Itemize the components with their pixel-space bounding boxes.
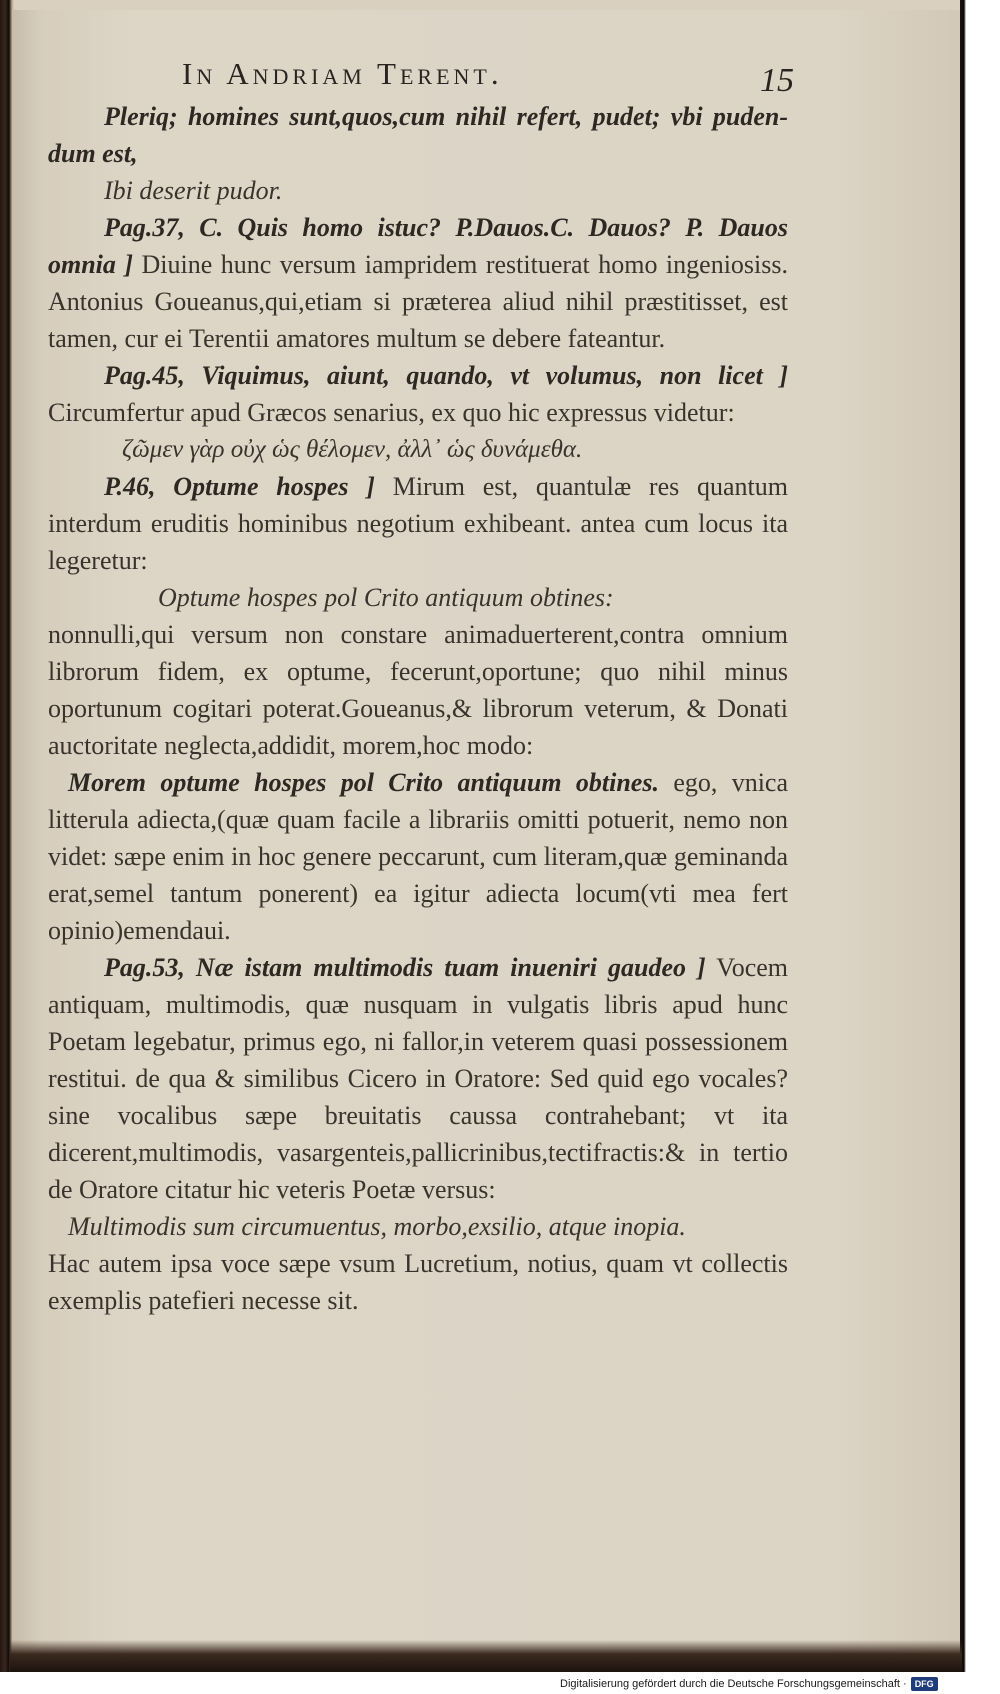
paragraph: nonnulli,qui versum non constare animaduerterent,contra omnium librorum fidem, ex optume, fecerunt,oportune; quo nihil minus oportunum cogitari poterat.Goueanus,& librorum veterum, & Donati auctoritate neglecta,addidit, morem,hoc modo:	[48, 620, 788, 760]
verse-quote: Morem optume hospes pol Crito antiquum obtines.	[68, 768, 659, 797]
commentary-text: Mirum est, quantulæ res quantum interdum eruditis hominibus negotium exhibeant. antea cum locus ita legeretur:	[48, 472, 788, 575]
paragraph	[48, 98, 788, 172]
verse-line: Optume hospes pol Crito antiquum obtines:	[158, 583, 614, 612]
verse-line: Multimodis sum circumuentus, morbo,exsilio, atque inopia.	[68, 1212, 686, 1241]
paragraph	[48, 209, 788, 357]
verse-line: Ibi deserit pudor.	[104, 176, 283, 205]
page-bottom-shadow	[10, 1640, 962, 1672]
lemma: Pleriq; homines sunt,quos,cum nihil refert, pudet; vbi puden-dum est,	[48, 102, 788, 168]
lemma: Pag.53, Næ istam multimodis tuam inueniri gaudeo ]	[104, 953, 706, 982]
book-edge	[960, 0, 1000, 1672]
paragraph: Hac autem ipsa voce sæpe vsum Lucretium, notius, quam vt collectis exemplis patefieri necesse sit.	[48, 1249, 788, 1315]
page-number: 15	[760, 62, 794, 99]
paragraph	[48, 764, 788, 949]
commentary-text: Vocem antiquam, multimodis, quæ nusquam in vulgatis libris apud hunc Poetam legebatur, primus ego, ni fallor,in veterem quasi possessionem restitui. de qua & similibus Cicero in Oratore: Sed quid ego vocales? sine vocalibus sæpe breuitatis caussa contrahebant; vt ita dicerent,multimodis, vasargenteis,pallicrinibus,tectifractis:& in tertio de Oratore citatur hic veteris Poetæ versus:	[48, 953, 789, 1204]
commentary-text: Circumfertur apud Græcos senarius, ex quo hic expressus videtur:	[48, 398, 735, 427]
running-head: In Andriam Terent.	[182, 56, 503, 91]
paragraph	[48, 468, 788, 579]
paragraph	[48, 357, 788, 431]
dfg-logo-icon: DFG	[911, 1677, 938, 1691]
commentary-text: Diuine hunc versum iampridem restituerat homo ingeniosiss. Antonius Goueanus,qui,etiam si præterea aliud nihil præstitisset, est tamen, cur ei Terentii amatores multum se debere fateantur.	[48, 250, 788, 353]
commentary-text: ego, vnica litterula adiecta,(quæ quam facile a librariis omitti potuerit, nemo non videt: sæpe enim in hoc genere peccarunt, cum literam,quæ geminanda erat,semel tantum ponerent) ea igitur adiecta locum(vti mea fert opinio)emendaui.	[48, 768, 789, 945]
lemma: Pag.45, Viquimus, aiunt, quando, vt volumus, non licet ]	[104, 361, 788, 390]
digitization-credit	[560, 1676, 938, 1692]
lemma: Pag.37, C. Quis homo istuc? P.Dauos.C. Dauos? P. Dauos omnia ]	[48, 213, 788, 279]
lemma: P.46, Optume hospes ]	[104, 472, 375, 501]
credit-text: Digitalisierung gefördert durch die Deutsche Forschungsgemeinschaft ·	[560, 1678, 907, 1690]
book-page	[12, 10, 960, 1665]
paragraph	[48, 949, 788, 1208]
greek-verse-line: ζῶμεν γὰρ οὐχ ὡς θέλομεν, ἀλλ᾽ ὡς δυνάμεθα.	[122, 436, 583, 463]
page-text	[48, 98, 788, 1319]
